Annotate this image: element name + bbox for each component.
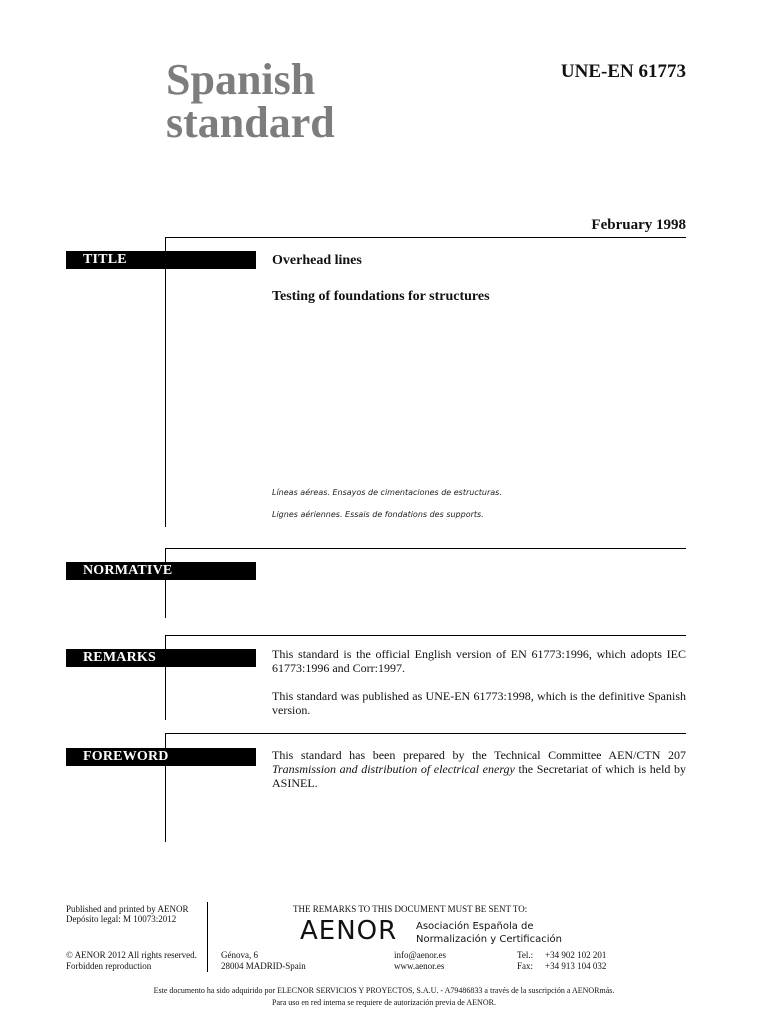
normative-section-label: NORMATIVE: [66, 562, 256, 580]
fax-number: +34 913 104 032: [545, 961, 607, 971]
published-by: Published and printed by AENOR: [66, 904, 189, 914]
foreword-section-label: FOREWORD: [66, 748, 256, 766]
org-line-2: Normalización y Certificación: [416, 934, 562, 945]
document-title: [166, 55, 335, 147]
section-divider-foreword: [165, 733, 686, 734]
section-divider-normative: [165, 548, 686, 549]
forbidden-reproduction: Forbidden reproduction: [66, 961, 152, 971]
section-vline-normative: [165, 548, 166, 618]
foreword-paragraph: [272, 748, 686, 790]
title-line-1: Spanish: [166, 55, 316, 104]
section-vline-remarks: [165, 635, 166, 720]
title-section-label: TITLE: [66, 251, 256, 269]
section-divider-title: [165, 237, 686, 238]
title-line-english-2: Testing of foundations for structures: [272, 289, 490, 304]
aenor-organization: [416, 920, 562, 946]
remarks-paragraph-2: This standard was published as UNE-EN 61773:1998, which is the definitive Spanish version.: [272, 689, 686, 717]
copyright: © AENOR 2012 All rights reserved.: [66, 950, 197, 960]
foreword-text-before: This standard has been prepared by the Technical Committee AEN/CTN 207: [272, 748, 686, 762]
footer-divider: [207, 902, 208, 972]
title-spanish: Líneas aéreas. Ensayos de cimentaciones de estructuras.: [272, 488, 502, 497]
aenor-logo: AENOR: [300, 916, 398, 946]
fax-label: Fax:: [517, 961, 534, 971]
title-line-2: standard: [166, 98, 335, 147]
section-vline-title: [165, 237, 166, 527]
deposito-legal: Depósito legal: M 10073:2012: [66, 914, 177, 924]
title-french: Lignes aériennes. Essais de fondations des supports.: [272, 510, 484, 519]
email-link[interactable]: info@aenor.es: [394, 950, 447, 960]
network-use-disclaimer: Para uso en red interna se requiere de autorización previa de AENOR.: [272, 998, 496, 1007]
tel-label: Tel.:: [517, 950, 534, 960]
org-line-1: Asociación Española de: [416, 921, 534, 932]
publication-date: February 1998: [591, 217, 686, 233]
standard-code: UNE-EN 61773: [560, 61, 686, 82]
address-line-1: Génova, 6: [221, 950, 258, 960]
website-link[interactable]: www.aenor.es: [394, 961, 445, 971]
foreword-committee-name: Transmission and distribution of electrical energy: [272, 762, 515, 776]
section-divider-remarks: [165, 635, 686, 636]
foreword-text-after: the Secretariat of which is held by ASINEL.: [272, 762, 686, 790]
address-line-2: 28004 MADRID-Spain: [221, 961, 306, 971]
remarks-section-label: REMARKS: [66, 649, 256, 667]
purchase-disclaimer: Este documento ha sido adquirido por ELECNOR SERVICIOS Y PROYECTOS, S.A.U. - A79486833 a través de la suscripción a AENORmás.: [153, 986, 615, 995]
title-line-english-1: Overhead lines: [272, 253, 362, 268]
tel-number: +34 902 102 201: [545, 950, 607, 960]
remarks-to-heading: THE REMARKS TO THIS DOCUMENT MUST BE SENT TO:: [293, 904, 528, 914]
remarks-paragraph-1: This standard is the official English version of EN 61773:1996, which adopts IEC 61773:1996 and Corr:1997.: [272, 647, 686, 675]
